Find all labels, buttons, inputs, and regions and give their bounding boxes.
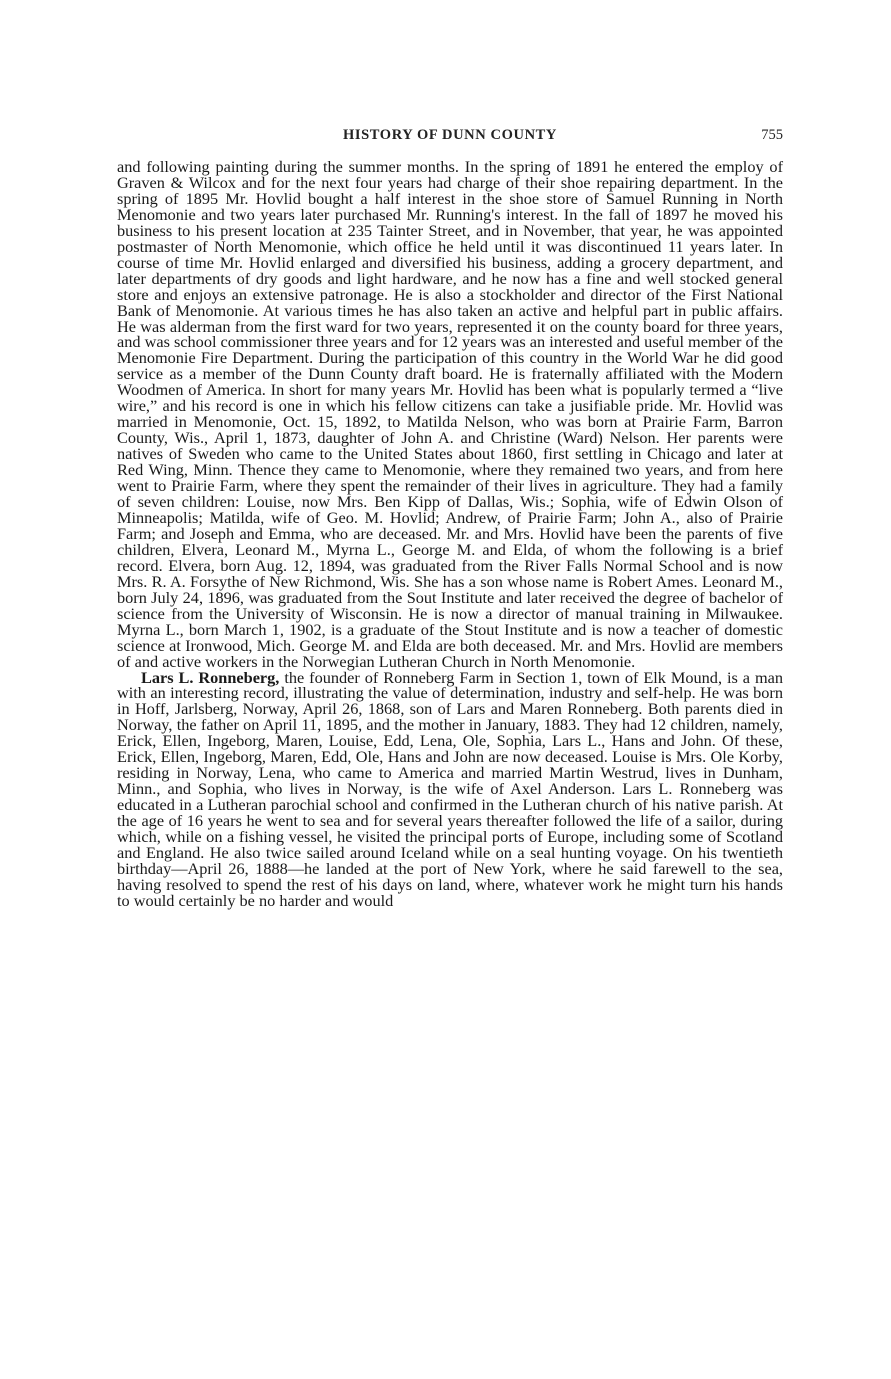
running-head	[117, 127, 783, 147]
paragraph-ronneberg	[117, 667, 784, 910]
paragraph-text: and following painting during the summer months. In the spring of 1891 he entered the employ of Graven & Wilcox and for the next four years had charge of their shoe repairing department. In the spring of 1895 Mr. Hovlid bought a half interest in the shoe store of Samuel Running in North Menomonie and two years later purchased Mr. Running's interest. In the fall of 1897 he moved his business to his present location at 235 Tainter Street, and in November, that year, he was appointed postmaster of North Menomonie, which office he held until it was discontinued 11 years later. In course of time Mr. Hovlid enlarged and diversified his business, adding a grocery department, and later departments of dry goods and light hardware, and he now has a fine and well stocked general store and enjoys an extensive patronage. He is also a stockholder and director of the First National Bank of Menomonie. At various times he has also taken an active and helpful part in public affairs. He was alderman from the first ward for two years, represented it on the county board for three years, and was school commissioner three years and for 12 years was an interested and useful member of the Menomonie Fire Department. During the participation of this country in the World War he did good service as a member of the Dunn County draft board. He is fraternally affiliated with the Modern Woodmen of America. In short for many years Mr. Hovlid has been what is popularly termed a “live wire,” and his record is one in which his fellow citizens can take a jusifiable pride. Mr. Hovlid was married in Menomonie, Oct. 15, 1892, to Matilda Nelson, who was born at Prairie Farm, Barron County, Wis., April 1, 1873, daughter of John A. and Christine (Ward) Nelson. Her parents were natives of Sweden who came to the United States about 1860, first settling in Chicago and later at Red Wing, Minn. Thence they came to Menomonie, where they remained two years, and from here went to Prairie Farm, where they spent the remainder of their lives in agriculture. They had a family of seven children: Louise, now Mrs. Ben Kipp of Dallas, Wis.; Sophia, wife of Edwin Olson of Minneapolis; Matilda, wife of Geo. M. Hovlid; Andrew, of Prairie Farm; John A., also of Prairie Farm; and Joseph and Emma, who are deceased. Mr. and Mrs. Hovlid have been the parents of five children, Elvera, Leonard M., Myrna L., George M. and Elda, of whom the following is a brief record. Elvera, born Aug. 12, 1894, was graduated from the River Falls Normal School and is now Mrs. R. A. Forsythe of New Richmond, Wis. She has a son whose name is Robert Ames. Leonard M., born July 24, 1896, was graduated from the Sout Institute and later received the degree of bachelor of science from the University of Wisconsin. He is now a director of manual training in Milwaukee. Myrna L., born March 1, 1902, is a graduate of the Stout Institute and is now a teacher of domestic science at Ironwood, Mich. George M. and Elda are both deceased. Mr. and Mrs. Hovlid are members of and active workers in the Norwegian Lutheran Church in North Menomonie.	[117, 157, 783, 671]
running-title: HISTORY OF DUNN COUNTY	[343, 127, 557, 143]
page-number: 755	[761, 127, 783, 143]
body-text	[117, 159, 783, 909]
biography-name: Lars L. Ronneberg,	[141, 667, 280, 687]
paragraph-text: the founder of Ronneberg Farm in Section 1, town of Elk Mound, is a man with an interesting record, illustrating the value of determination, industry and self-help. He was born in Hoff, Jarlsberg, Norway, April 26, 1868, son of Lars and Maren Ronneberg. Both parents died in Norway, the father on April 11, 1895, and the mother in January, 1883. They had 12 children, namely, Erick, Ellen, Ingeborg, Maren, Louise, Edd, Lena, Ole, Sophia, Lars L., Hans and John. Of these, Erick, Ellen, Ingeborg, Maren, Edd, Ole, Hans and John are now deceased. Louise is Mrs. Ole Korby, residing in Norway, Lena, who came to America and married Martin Westrud, lives in Dunham, Minn., and Sophia, who lives in Norway, is the wife of Axel Anderson. Lars L. Ronneberg was educated in a Lutheran parochial school and confirmed in the Lutheran church of his native parish. At the age of 16 years he went to sea and for several years thereafter followed the life of a sailor, during which, while on a fishing vessel, he visited the principal ports of Europe, including some of Scotland and England. He also twice sailed around Iceland while on a seal hunting voyage. On his twentieth birthday—April 26, 1888—he landed at the port of New York, where he said farewell to the sea, having resolved to spend the rest of his days on land, where, whatever work he might turn his hands to would certainly be no harder and would	[117, 667, 784, 910]
paragraph-hovlid	[117, 159, 783, 670]
